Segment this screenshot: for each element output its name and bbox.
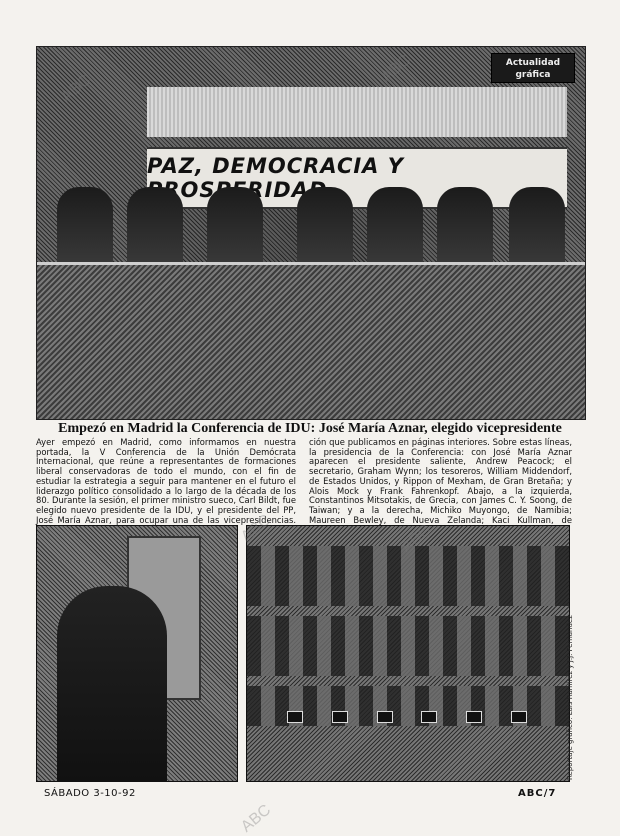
body-column-left: Ayer empezó en Madrid, como informamos en nuestra portada, la V Conferencia de la Unión Demócrata Internacional, que reúne a representantes de formaciones liberal conservadoras de todo el mundo, con el fin de estudiar la estrategia a seguir para mantener en el futuro el liderazgo político consolidado a lo largo de la década de los 80. Durante la sesión, el primer ministro sueco, Carl Bildt, fue elegido nuevo presidente de la IDU, y el presidente del PP, José María Aznar, para ocupar una de las vicepresidencias. [36, 437, 296, 525]
flag-icon [332, 711, 348, 723]
badge-line-1: Actualidad [505, 58, 561, 68]
table-cloth [37, 262, 585, 420]
photo-bottom-left [36, 525, 238, 782]
photo-credit: Reportaje gráfico: Luis Ramírez y J.J. Fernández [566, 615, 574, 780]
flag-icon [511, 711, 527, 723]
headline: Empezó en Madrid la Conferencia de IDU: José María Aznar, elegido vicepresidente [58, 421, 562, 436]
delegate-figure [57, 187, 113, 267]
body-column-right: ción que publicamos en páginas interiores. Sobre estas líneas, la presidencia de la Conferencia: con José María Aznar aparecen el presidente saliente, Andrew Peacock; el secretario, Graham Wynn; los tesoreros, William Middendorf, de Estados Unidos, y Rippon of Mexham, de Gran Bretaña; y Alois Mock y Frank Fahrenkopf. Abajo, a la izquierda, Constantinos Mitsotakis, de Grecia, con James C. Y. Soong, de Taiwan; y a la derecha, Michiko Muyongo, de Namibia; Maureen Bewley, de Nueva Zelanda; Kaci Kullman, de [309, 437, 572, 525]
watermark: ABC [238, 511, 275, 546]
banner-text: PAZ, DEMOCRACIA Y [147, 154, 404, 178]
footer-date: SÁBADO 3-10-92 [44, 788, 136, 799]
banner-upper [147, 87, 567, 137]
badge-line-2: gráfica [515, 70, 551, 80]
watermark: ABC [238, 801, 275, 836]
delegate-figure [437, 187, 493, 267]
flag-icon [287, 711, 303, 723]
watermark: ABC [398, 521, 435, 556]
delegate-figure [207, 187, 263, 267]
audience-row [247, 616, 569, 676]
watermark: ABC [58, 71, 95, 106]
flag-icon [466, 711, 482, 723]
flag-icon [421, 711, 437, 723]
person-figure [57, 586, 167, 781]
delegate-figure [509, 187, 565, 267]
delegate-figure [297, 187, 353, 267]
watermark: ABC [378, 51, 415, 86]
footer-page-number: ABC/7 [518, 788, 557, 799]
delegate-figure [367, 187, 423, 267]
table-flags [287, 711, 527, 725]
flag-icon [377, 711, 393, 723]
section-badge [491, 53, 575, 83]
photo-bottom-right [246, 525, 570, 782]
conference-photo [36, 46, 586, 420]
delegate-figure [127, 187, 183, 267]
